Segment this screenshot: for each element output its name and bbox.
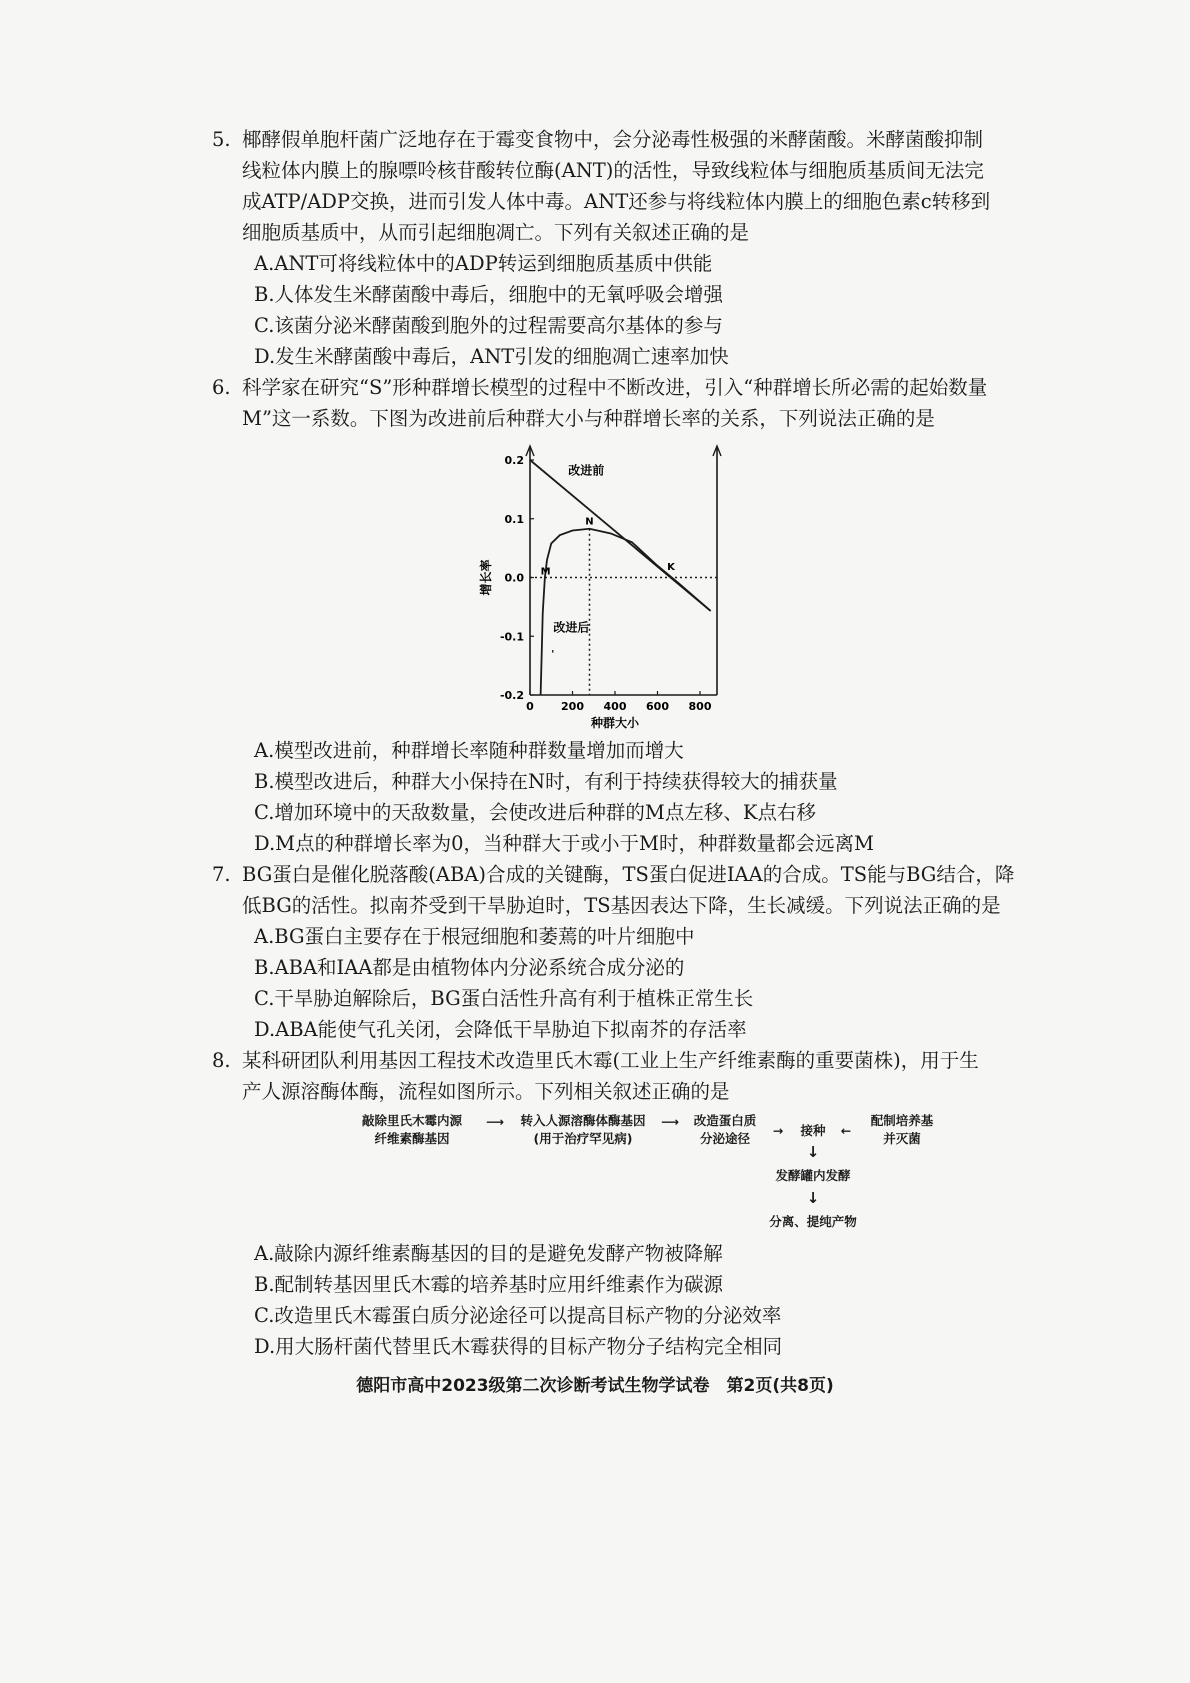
- option-b: B.人体发生米酵菌酸中毒后，细胞中的无氧呼吸会增强: [254, 283, 724, 306]
- question-8: [212, 1045, 992, 1107]
- question-6-options: [212, 735, 992, 859]
- question-7-stem-line: 7. BG蛋白是催化脱落酸(ABA)合成的关键酶，TS蛋白促进IAA的合成。TS能与BG结合，降: [212, 859, 992, 890]
- option-c: C.该菌分泌米酵菌酸到胞外的过程需要高尔基体的参与: [254, 314, 723, 337]
- option-b: B.配制转基因里氏木霉的培养基时应用纤维素作为碳源: [254, 1273, 724, 1296]
- stray-mark: ': [551, 648, 555, 660]
- question-number: 5.: [212, 128, 231, 151]
- point-n-label: N: [585, 516, 594, 528]
- growth-rate-chart: [455, 440, 725, 734]
- y-tick-label: 0.1: [504, 512, 524, 526]
- option-a: A.BG蛋白主要存在于根冠细胞和萎蔫的叶片细胞中: [254, 925, 695, 948]
- option-d: D.用大肠杆菌代替里氏木霉获得的目标产物分子结构完全相同: [254, 1335, 783, 1358]
- option-c: C.干旱胁迫解除后，BG蛋白活性升高有利于植株正常生长: [254, 987, 754, 1010]
- series-after-curve: [541, 529, 711, 695]
- y-axis-label: 增长率: [479, 559, 493, 596]
- question-5-stem-line: 线粒体内膜上的腺嘌呤核苷酸转位酶(ANT)的活性，导致线粒体与细胞质基质间无法完: [242, 159, 984, 182]
- option-a: A.ANT可将线粒体中的ADP转运到细胞质基质中供能: [254, 252, 713, 275]
- x-tick-label: 0: [526, 700, 534, 713]
- point-k-label: K: [667, 561, 675, 573]
- x-tick-label: 800: [688, 700, 712, 713]
- question-5-stem-line: 细胞质基质中，从而引起细胞凋亡。下列有关叙述正确的是: [242, 221, 750, 244]
- option-a: A.敲除内源纤维素酶基因的目的是避免发酵产物被降解: [254, 1242, 723, 1265]
- option-c: C.增加环境中的天敌数量，会使改进后种群的M点左移、K点右移: [254, 801, 816, 824]
- flow-arrow-right-icon: ⟶: [661, 1114, 679, 1129]
- flow-step-inoculate: 接种: [800, 1123, 826, 1138]
- question-8-stem-line: 8. 某科研团队利用基因工程技术改造里氏木霉(工业上生产纤维素酶的重要菌株)，用于生: [212, 1045, 992, 1076]
- question-7-stem-line: 低BG的活性。拟南芥受到干旱胁迫时，TS基因表达下降，生长减缓。下列说法正确的是: [242, 894, 1001, 917]
- flow-arrow-down-icon: ↓: [806, 1189, 820, 1207]
- flow-arrow-right-icon: →: [772, 1123, 784, 1138]
- x-tick-label: 600: [646, 700, 669, 713]
- flow-step-knockout: 敲除里氏木霉内源 纤维素酶基因: [361, 1113, 462, 1146]
- y-tick-label: -0.2: [499, 689, 524, 702]
- option-a: A.模型改进前，种群增长率随种群数量增加而增大: [254, 739, 684, 762]
- flow-step-purify: 分离、提纯产物: [769, 1214, 857, 1229]
- point-m-label: M: [540, 566, 551, 578]
- option-d: D.ABA能使气孔关闭，会降低干旱胁迫下拟南芥的存活率: [254, 1018, 747, 1041]
- flow-arrow-left-icon: ←: [840, 1123, 852, 1138]
- question-6-stem-line: 6. 科学家在研究“S”形种群增长模型的过程中不断改进，引入“种群增长所必需的起始数量: [212, 372, 992, 403]
- question-6-stem-line: M”这一系数。下图为改进前后种群大小与种群增长率的关系，下列说法正确的是: [242, 407, 935, 430]
- flow-arrow-right-icon: ⟶: [486, 1114, 504, 1129]
- question-number: 8.: [212, 1049, 231, 1072]
- growth-rate-chart-svg: [455, 440, 725, 730]
- flow-step-medium: 配制培养基 并灭菌: [870, 1113, 934, 1146]
- question-number: 7.: [212, 863, 231, 886]
- option-d: D.M点的种群增长率为0，当种群大于或小于M时，种群数量都会远离M: [254, 832, 874, 855]
- flow-step-transfer-gene: 转入人源溶酶体酶基因 (用于治疗罕见病): [520, 1113, 646, 1146]
- option-d: D.发生米酵菌酸中毒后，ANT引发的细胞凋亡速率加快: [254, 345, 729, 368]
- y-tick-label: 0.0: [504, 571, 524, 585]
- annotation-before: 改进前: [568, 463, 605, 478]
- y-tick-label: 0.2: [504, 454, 524, 467]
- x-axis-label: 种群大小: [590, 716, 640, 730]
- question-8-options: [212, 1238, 992, 1362]
- question-5: [212, 124, 992, 372]
- option-b: B.模型改进后，种群大小保持在N时，有利于持续获得较大的捕获量: [254, 770, 838, 793]
- option-b: B.ABA和IAA都是由植物体内分泌系统合成分泌的: [254, 956, 685, 979]
- question-5-stem-line: 5. 椰酵假单胞杆菌广泛地存在于霉变食物中，会分泌毒性极强的米酵菌酸。米酵菌酸抑制: [212, 124, 992, 155]
- page-footer: 德阳市高中2023级第二次诊断考试生物学试卷 第2页(共8页): [356, 1376, 834, 1396]
- question-number: 6.: [212, 376, 231, 399]
- flow-arrow-down-icon: ↓: [806, 1143, 820, 1161]
- flow-step-fermentation: 发酵罐内发酵: [775, 1168, 851, 1183]
- question-5-stem-line: 成ATP/ADP交换，进而引发人体中毒。ANT还参与将线粒体内膜上的细胞色素c转移到: [242, 190, 991, 213]
- option-c: C.改造里氏木霉蛋白质分泌途径可以提高目标产物的分泌效率: [254, 1304, 782, 1327]
- question-7: [212, 859, 1015, 1045]
- question-8-stem-line: 产人源溶酶体酶，流程如图所示。下列相关叙述正确的是: [242, 1080, 730, 1103]
- question-6: [212, 372, 992, 434]
- flow-step-secretion: 改造蛋白质 分泌途径: [693, 1113, 757, 1146]
- y-tick-label: -0.1: [499, 630, 524, 644]
- annotation-after: 改进后: [553, 620, 590, 635]
- x-tick-label: 400: [603, 700, 627, 713]
- x-tick-label: 200: [561, 700, 584, 713]
